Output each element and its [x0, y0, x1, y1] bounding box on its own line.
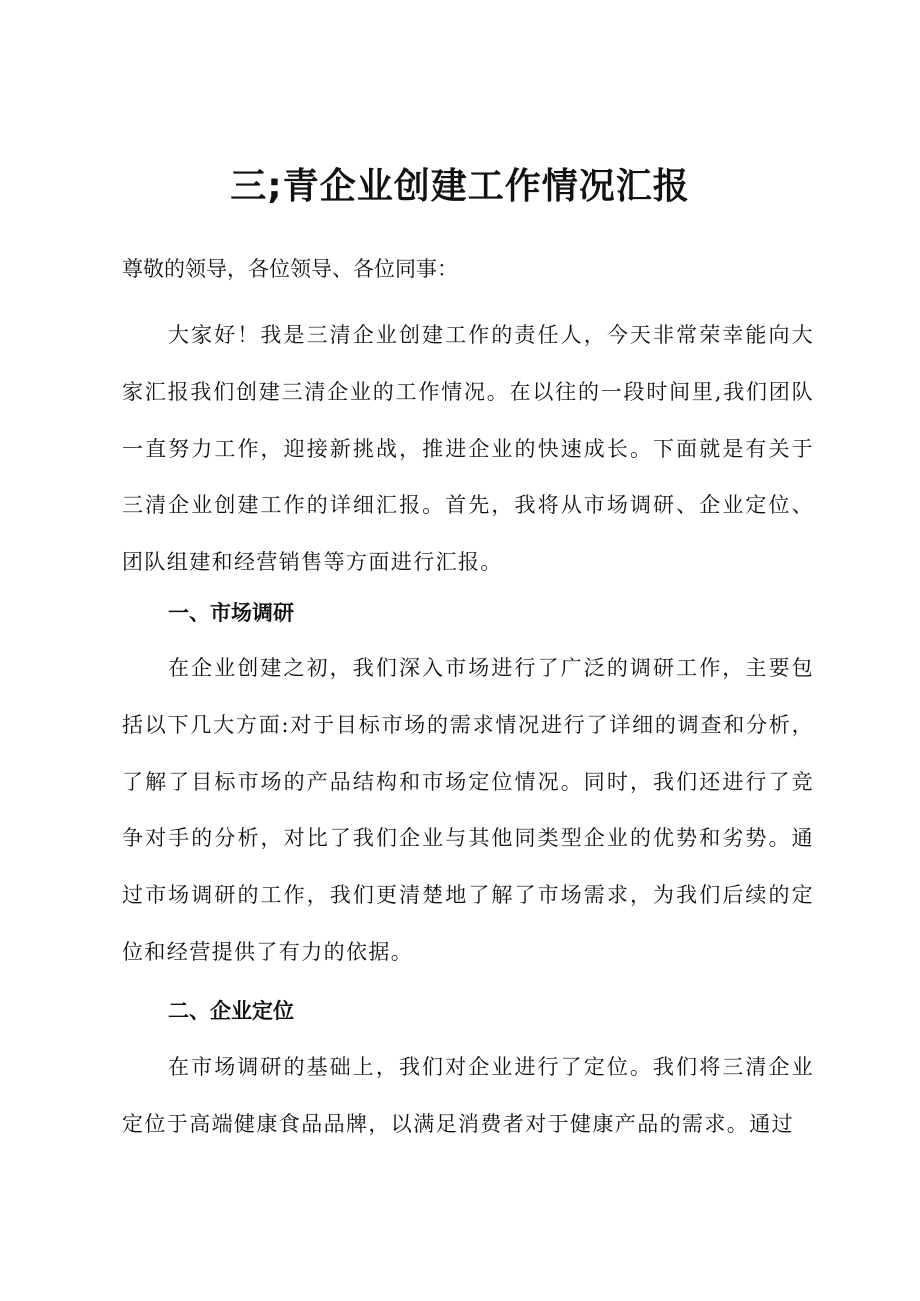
section-body-positioning: 在市场调研的基础上，我们对企业进行了定位。我们将三清企业定位于高端健康食品品牌，以满足消费者对于健康产品的需求。通过	[122, 1055, 814, 1136]
section-heading-positioning: 二、企业定位	[168, 999, 294, 1023]
document-title: 三;青企业创建工作情况汇报	[230, 166, 690, 207]
section-body-market-research: 在企业创建之初，我们深入市场进行了广泛的调研工作，主要包括以下几大方面:对于目标市场的需求情况进行了详细的调查和分析，了解了目标市场的产品结构和市场定位情况。同时，我们还进行了竞争对手的分析，对比了我们企业与其他同类型企业的优势和劣势。通过市场调研的工作，我们更清楚地了解了市场需求，为我们后续的定位和经营提供了有力的依据。	[122, 656, 814, 964]
section-heading-market-research: 一、市场调研	[168, 601, 294, 625]
intro-paragraph: 大家好！我是三清企业创建工作的责任人，今天非常荣幸能向大家汇报我们创建三清企业的工作情况。在以往的一段时间里,我们团队一直努力工作，迎接新挑战，推进企业的快速成长。下面就是有关于三清企业创建工作的详细汇报。首先，我将从市场调研、企业定位、团队组建和经营销售等方面进行汇报。	[122, 323, 814, 575]
salutation: 尊敬的领导，各位领导、各位同事：	[122, 257, 458, 281]
